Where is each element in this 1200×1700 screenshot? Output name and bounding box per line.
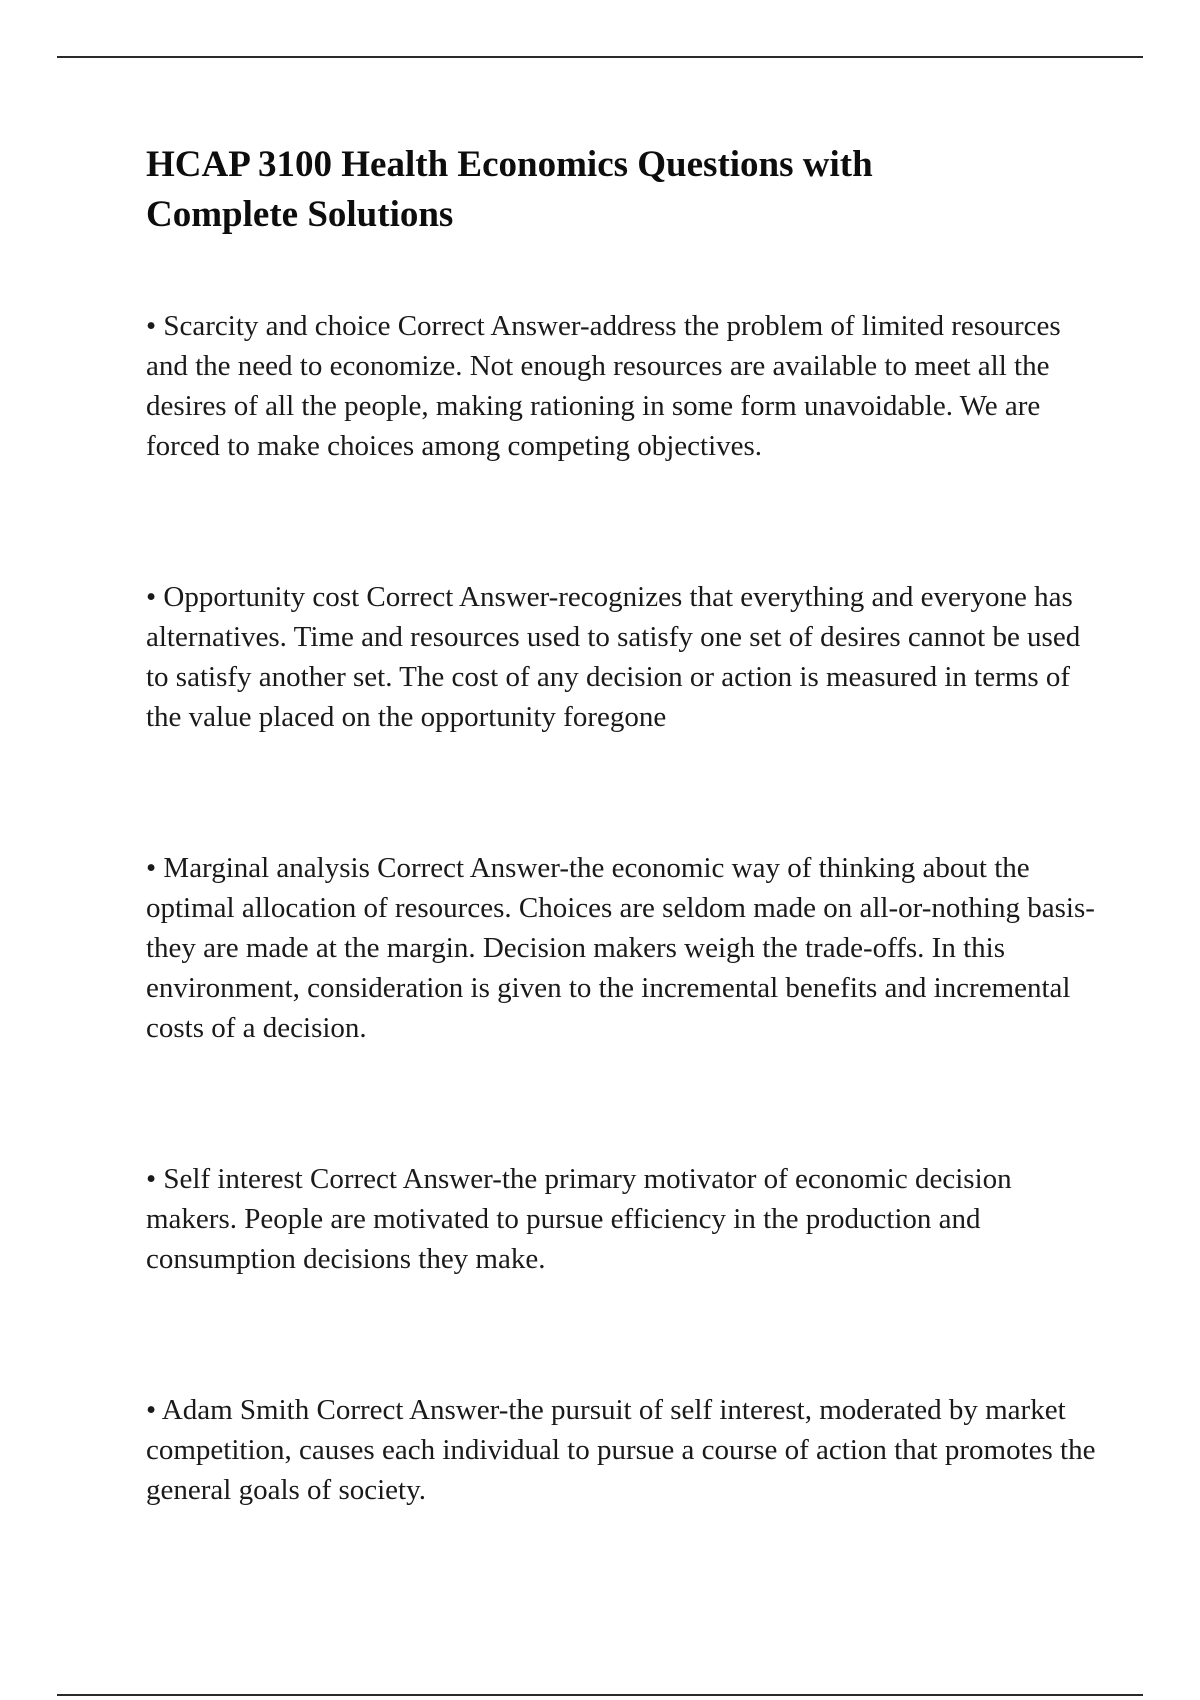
qa-item-opportunity-cost: • Opportunity cost Correct Answer-recognizes that everything and everyone has alternatives. Time and resources used to satisfy one set of desires cannot be used to satisfy another set. The cost of any decision or action is measured in terms of the value placed on the opportunity foregone (146, 581, 1081, 733)
top-divider (57, 56, 1143, 58)
qa-item-scarcity-and-choice: • Scarcity and choice Correct Answer-address the problem of limited resources and the need to economize. Not enough resources are available to meet all the desires of all the people, making rationing in some form unavoidable. We are forced to make choices among competing objectives. (146, 310, 1061, 462)
qa-item-self-interest: • Self interest Correct Answer-the primary motivator of economic decision makers. People are motivated to pursue efficiency in the production and consumption decisions they make. (146, 1163, 1012, 1275)
document-body (146, 140, 1106, 1510)
qa-list (146, 306, 1106, 1510)
document-title: HCAP 3100 Health Economics Questions with Complete Solutions (146, 144, 873, 235)
bottom-divider (57, 1694, 1143, 1696)
qa-item-marginal-analysis: • Marginal analysis Correct Answer-the economic way of thinking about the optimal allocation of resources. Choices are seldom made on all-or-nothing basis- they are made at the margin. Decision makers weigh the trade-offs. In this environment, consideration is given to the incremental benefits and incremental costs of a decision. (146, 852, 1095, 1044)
qa-item-adam-smith: • Adam Smith Correct Answer-the pursuit of self interest, moderated by market competition, causes each individual to pursue a course of action that promotes the general goals of society. (146, 1394, 1096, 1506)
